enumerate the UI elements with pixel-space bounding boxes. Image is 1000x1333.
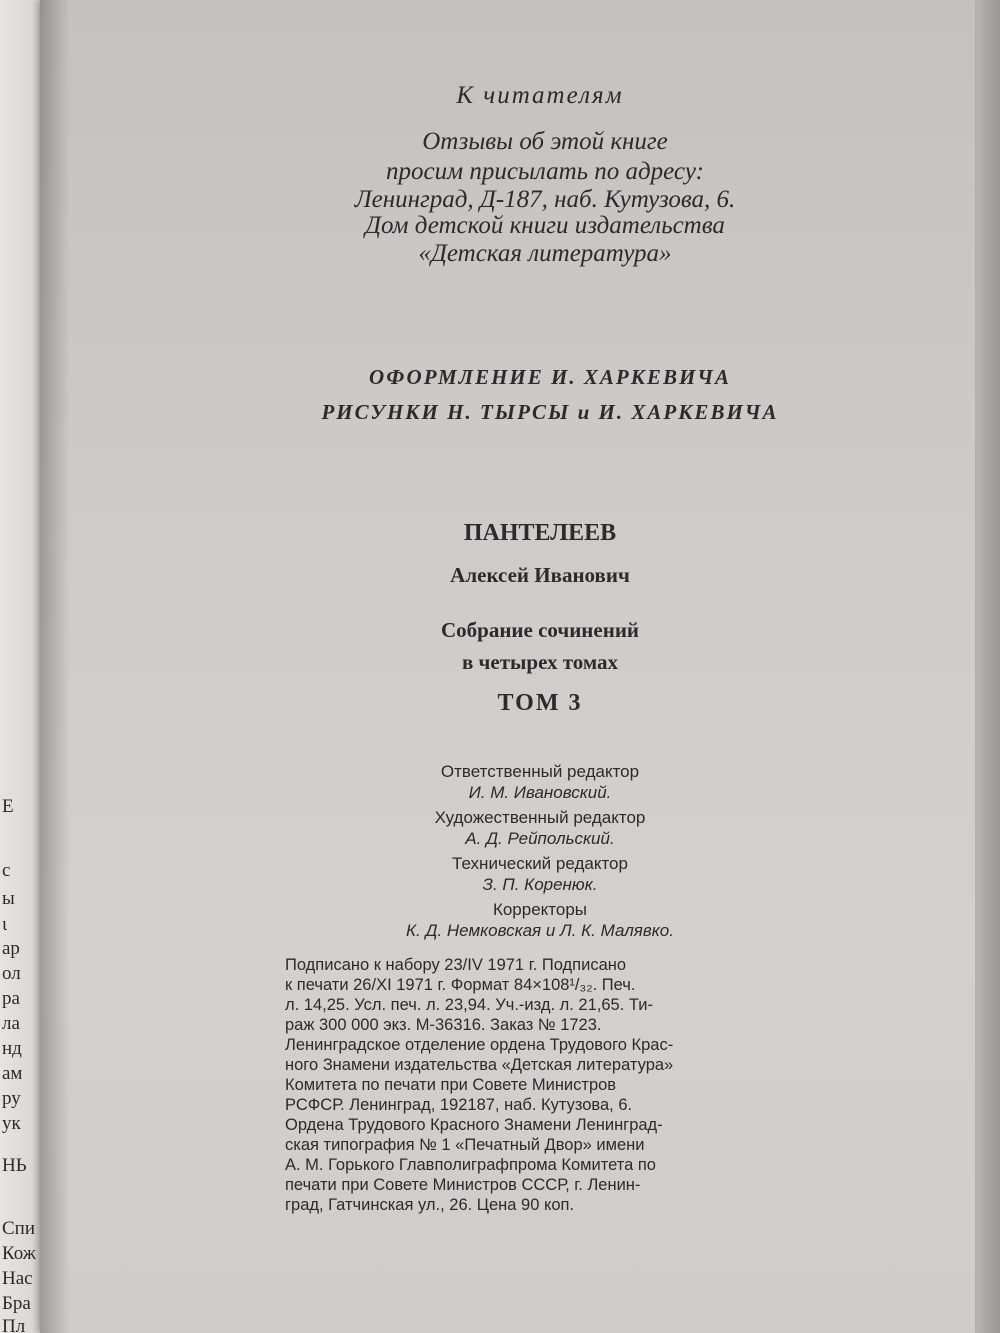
reader-note-line: просим присылать по адресу: xyxy=(386,158,704,185)
under-page-fragment: нд xyxy=(2,1038,22,1059)
under-page-fragment: НЬ xyxy=(2,1155,27,1176)
under-page-fragment: ам xyxy=(2,1063,23,1084)
imprint-line: РСФСР. Ленинград, 192187, наб. Кутузова, 6. xyxy=(285,1096,633,1114)
staff-name: З. П. Коренюк. xyxy=(482,875,598,894)
reader-note-heading: К читателям xyxy=(456,82,624,109)
staff-role: Художественный редактор xyxy=(434,808,646,827)
volume-number: ТОМ 3 xyxy=(497,690,583,716)
staff-name: А. Д. Рейпольский. xyxy=(465,829,615,848)
staff-name: И. М. Ивановский. xyxy=(468,783,612,802)
imprint-line: к печати 26/XI 1971 г. Формат 84×108¹/₃₂. Печ. xyxy=(285,976,636,994)
design-credit: ОФОРМЛЕНИЕ И. ХАРКЕВИЧА xyxy=(369,365,731,389)
staff-role: Ответственный редактор xyxy=(440,762,640,781)
staff-role: Технический редактор xyxy=(452,854,628,873)
reader-note-line: «Детская литература» xyxy=(418,240,672,267)
imprint-line: раж 300 000 экз. М-36316. Заказ № 1723. xyxy=(285,1016,602,1034)
under-page-fragment: ук xyxy=(2,1113,21,1134)
under-page-fragment: ол xyxy=(2,963,21,984)
book-title-line: Собрание сочинений xyxy=(440,618,640,642)
under-page-fragment: с xyxy=(2,860,11,881)
under-page-fragment: ар xyxy=(2,938,20,959)
reader-note-line: Ленинград, Д-187, наб. Кутузова, 6. xyxy=(354,186,736,213)
under-page-fragment: ы xyxy=(2,888,15,909)
staff-name: К. Д. Немковская и Л. К. Малявко. xyxy=(406,921,674,940)
under-page-fragment: Спи xyxy=(2,1218,36,1239)
page-shadow xyxy=(40,0,70,1333)
imprint-line: град, Гатчинская ул., 26. Цена 90 коп. xyxy=(285,1196,575,1214)
page-edge-shadow xyxy=(976,0,1000,1333)
imprint-line: Подписано к набору 23/IV 1971 г. Подписано xyxy=(285,956,627,974)
imprint-line: Ордена Трудового Красного Знамени Ленинград- xyxy=(285,1116,663,1134)
under-page-fragment: Нас xyxy=(2,1268,33,1289)
under-page-fragment: Пл xyxy=(2,1316,26,1333)
under-page-fragment: Бра xyxy=(2,1293,31,1314)
under-page-fragment: ла xyxy=(2,1013,20,1034)
imprint-line: А. М. Горького Главполиграфпрома Комитета по xyxy=(285,1156,656,1174)
imprint-line: ская типография № 1 «Печатный Двор» имени xyxy=(285,1136,645,1154)
imprint-line: л. 14,25. Усл. печ. л. 23,94. Уч.-изд. л. 21,65. Ти- xyxy=(285,996,653,1014)
under-page-fragment: Кож xyxy=(2,1243,36,1264)
under-page-fragment: Е xyxy=(2,796,14,817)
staff-role: Корректоры xyxy=(492,900,588,919)
under-page-fragment: ру xyxy=(2,1088,21,1109)
author-surname: ПАНТЕЛЕЕВ xyxy=(463,520,617,546)
imprint-line: Ленинградское отделение ордена Трудового Крас- xyxy=(285,1036,674,1054)
illustration-credit: РИСУНКИ Н. ТЫРСЫ и И. ХАРКЕВИЧА xyxy=(321,400,779,424)
imprint-line: Комитета по печати при Совете Министров xyxy=(285,1076,617,1094)
under-page-fragment: ра xyxy=(2,988,20,1009)
author-names: Алексей Иванович xyxy=(450,563,630,587)
imprint-line: печати при Совете Министров СССР, г. Ленин- xyxy=(285,1176,641,1194)
under-page-fragment: ι xyxy=(2,914,8,935)
imprint-line: ного Знамени издательства «Детская литература» xyxy=(285,1056,674,1074)
reader-note-line: Отзывы об этой книге xyxy=(422,128,668,155)
book-title-line: в четырех томах xyxy=(461,650,619,674)
reader-note-line: Дом детской книги издательства xyxy=(365,212,725,239)
